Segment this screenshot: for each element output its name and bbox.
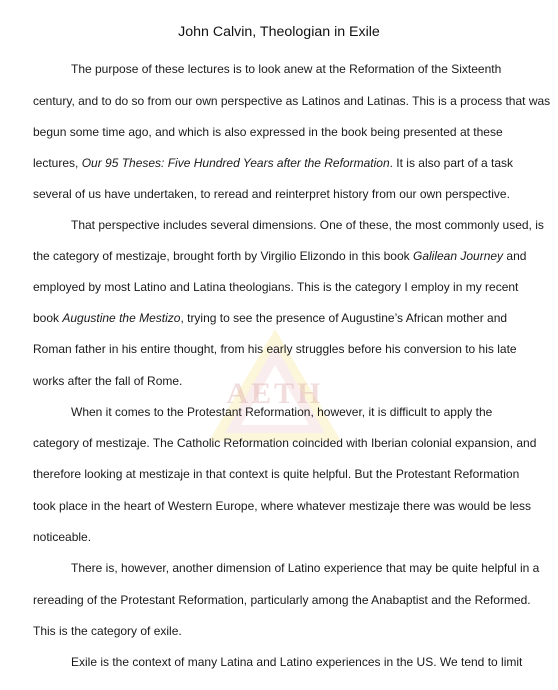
text-line: begun some time ago, and which is also expressed in the book being presented at these xyxy=(33,125,503,139)
text-run: and xyxy=(503,249,527,263)
text-line: works after the fall of Rome. xyxy=(33,374,183,388)
book-title-italic: Our 95 Theses: Five Hundred Years after the Reformation xyxy=(81,156,390,170)
text-line: took place in the heart of Western Europe, where whatever mestizaje there was would be less xyxy=(33,499,532,513)
text-line: employed by most Latino and Latina theologians. This is the category I employ in my recent xyxy=(33,280,519,294)
document-title: John Calvin, Theologian in Exile xyxy=(178,24,380,40)
text-run: . It is also part of a task xyxy=(389,156,514,170)
text-run: , trying to see the presence of Augustine’s African mother and xyxy=(180,311,508,325)
text-line: therefore looking at mestizaje in that context is quite helpful. But the Protestant Reformation xyxy=(33,467,520,481)
text-line: several of us have undertaken, to reread and reinterpret history from our own perspective. xyxy=(33,187,510,201)
text-line xyxy=(33,311,533,325)
text-run: lectures, xyxy=(33,156,82,170)
text-line: rereading of the Protestant Reformation, particularly among the Anabaptist and the Reformed. xyxy=(33,593,531,607)
book-title-italic: Augustine the Mestizo xyxy=(62,311,181,325)
text-line: category of mestizaje. The Catholic Reformation coincided with Iberian colonial expansion, and xyxy=(33,436,537,450)
book-title-italic: Galilean Journey xyxy=(413,249,504,263)
text-run: the category of mestizaje, brought forth by Virgilio Elizondo in this book xyxy=(33,249,413,263)
text-line: century, and to do so from our own perspective as Latinos and Latinas. This is a process that was xyxy=(33,94,551,108)
text-line: Roman father in his entire thought, from his early struggles before his conversion to his late xyxy=(33,342,517,356)
text-line xyxy=(33,156,533,170)
text-run: book xyxy=(33,311,63,325)
text-line: When it comes to the Protestant Reformation, however, it is difficult to apply the xyxy=(71,405,493,419)
text-line xyxy=(33,249,533,263)
text-line: This is the category of exile. xyxy=(33,624,182,638)
text-line: There is, however, another dimension of Latino experience that may be quite helpful in a xyxy=(71,561,540,575)
text-line: noticeable. xyxy=(33,530,92,544)
text-line: That perspective includes several dimensions. One of these, the most commonly used, is xyxy=(71,218,544,232)
text-line: The purpose of these lectures is to look anew at the Reformation of the Sixteenth xyxy=(71,62,502,76)
text-line: Exile is the context of many Latina and Latino experiences in the US. We tend to limit xyxy=(71,655,523,669)
watermark-text: AETH xyxy=(226,377,324,410)
